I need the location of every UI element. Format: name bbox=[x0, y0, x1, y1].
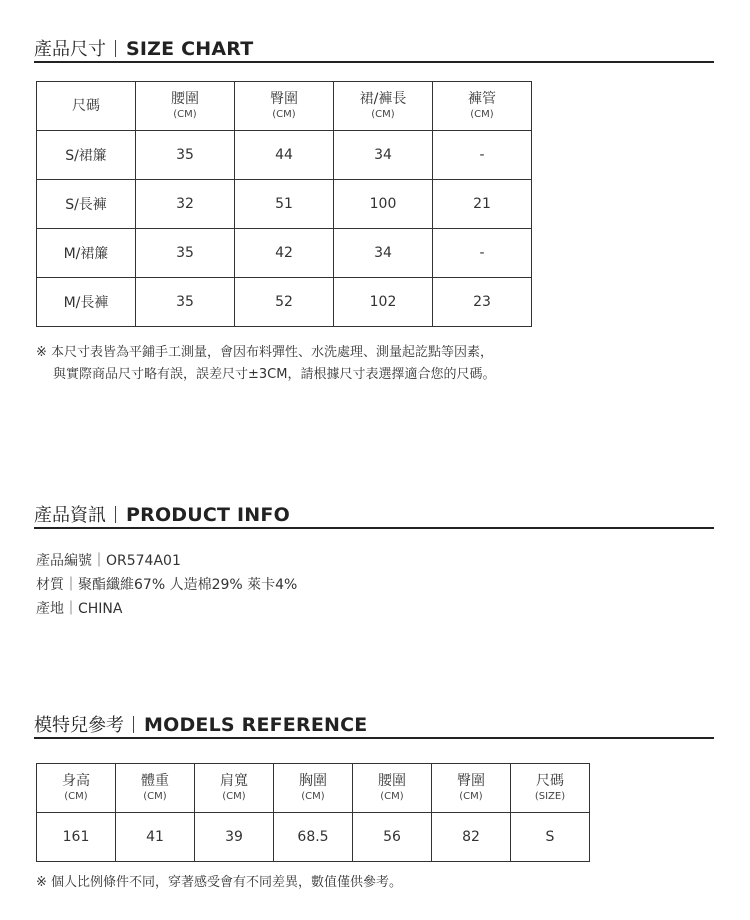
table-cell: 102 bbox=[334, 278, 433, 327]
models-reference-title-zh: 模特兒參考 bbox=[34, 715, 124, 736]
table-row bbox=[37, 813, 590, 862]
header-unit: (CM) bbox=[272, 109, 296, 120]
size-chart-header-cell bbox=[37, 82, 136, 131]
size-label-cell: M/長褲 bbox=[37, 278, 136, 327]
models-header-cell bbox=[274, 764, 353, 813]
models-header-cell bbox=[432, 764, 511, 813]
table-cell: 35 bbox=[136, 131, 235, 180]
header-name: 身高 bbox=[62, 773, 90, 789]
header-unit: (CM) bbox=[301, 791, 325, 802]
product-info-list bbox=[36, 549, 297, 621]
table-cell: 68.5 bbox=[274, 813, 353, 862]
size-chart-table bbox=[36, 81, 532, 327]
size-chart-note bbox=[36, 342, 495, 386]
table-cell: 56 bbox=[353, 813, 432, 862]
header-unit: (CM) bbox=[64, 791, 88, 802]
origin-line: 產地｜CHINA bbox=[36, 601, 123, 617]
models-header-row bbox=[37, 764, 590, 813]
header-name: 體重 bbox=[141, 773, 169, 789]
size-chart-heading bbox=[34, 21, 714, 63]
size-chart-header-cell bbox=[334, 82, 433, 131]
header-unit: (CM) bbox=[143, 791, 167, 802]
table-row bbox=[37, 278, 532, 327]
title-divider bbox=[133, 716, 134, 733]
models-reference-table bbox=[36, 763, 590, 862]
header-name: 臀圍 bbox=[457, 773, 485, 789]
models-header-cell bbox=[116, 764, 195, 813]
table-cell: 23 bbox=[433, 278, 532, 327]
size-label-cell: M/裙簾 bbox=[37, 229, 136, 278]
models-header-cell bbox=[511, 764, 590, 813]
table-cell: 34 bbox=[334, 131, 433, 180]
table-cell: 39 bbox=[195, 813, 274, 862]
table-cell: 41 bbox=[116, 813, 195, 862]
header-unit: (SIZE) bbox=[534, 791, 566, 802]
size-note-line-2: 與實際商品尺寸略有誤，誤差尺寸±3CM，請根據尺寸表選擇適合您的尺碼。 bbox=[53, 367, 496, 382]
table-cell: 42 bbox=[235, 229, 334, 278]
models-header-cell bbox=[37, 764, 116, 813]
header-name: 尺碼 bbox=[536, 773, 564, 789]
table-row bbox=[37, 180, 532, 229]
size-chart-title-zh: 產品尺寸 bbox=[34, 39, 106, 60]
table-cell: 35 bbox=[136, 229, 235, 278]
title-divider bbox=[115, 40, 116, 57]
table-cell: 51 bbox=[235, 180, 334, 229]
table-cell: 161 bbox=[37, 813, 116, 862]
table-cell: 32 bbox=[136, 180, 235, 229]
size-note-line-1: ※ 本尺寸表皆為平鋪手工測量，會因布料彈性、水洗處理、測量起訖點等因素， bbox=[36, 345, 494, 360]
product-code-line: 產品編號｜OR574A01 bbox=[36, 553, 181, 569]
table-cell: 35 bbox=[136, 278, 235, 327]
table-row bbox=[37, 131, 532, 180]
models-reference-heading bbox=[34, 697, 714, 739]
header-name: 臀圍 bbox=[270, 91, 298, 107]
header-unit: (CM) bbox=[380, 791, 404, 802]
header-unit: (CM) bbox=[173, 109, 197, 120]
header-name: 肩寬 bbox=[220, 773, 248, 789]
header-name: 腰圍 bbox=[378, 773, 406, 789]
header-name: 腰圍 bbox=[171, 91, 199, 107]
table-cell: 34 bbox=[334, 229, 433, 278]
models-header-cell bbox=[195, 764, 274, 813]
table-cell: - bbox=[433, 229, 532, 278]
table-cell: 44 bbox=[235, 131, 334, 180]
table-cell: S bbox=[511, 813, 590, 862]
header-name: 裙/褲長 bbox=[359, 91, 407, 107]
product-info-heading bbox=[34, 487, 714, 529]
size-chart-title-en: SIZE CHART bbox=[126, 38, 254, 60]
header-unit: (CM) bbox=[459, 791, 483, 802]
size-chart-header-row bbox=[37, 82, 532, 131]
size-chart-header-cell bbox=[235, 82, 334, 131]
title-divider bbox=[115, 506, 116, 523]
table-cell: 21 bbox=[433, 180, 532, 229]
header-unit: (CM) bbox=[222, 791, 246, 802]
product-info-title-en: PRODUCT INFO bbox=[126, 504, 290, 526]
size-chart-header-cell bbox=[433, 82, 532, 131]
header-unit: (CM) bbox=[470, 109, 494, 120]
table-row bbox=[37, 229, 532, 278]
table-cell: 100 bbox=[334, 180, 433, 229]
models-header-cell bbox=[353, 764, 432, 813]
table-cell: 52 bbox=[235, 278, 334, 327]
size-chart-header-cell bbox=[136, 82, 235, 131]
material-line: 材質｜聚酯纖維67% 人造棉29% 萊卡4% bbox=[36, 577, 298, 593]
table-cell: - bbox=[433, 131, 532, 180]
models-note: ※ 個人比例條件不同，穿著感受會有不同差異，數值僅供參考。 bbox=[36, 875, 403, 890]
header-name: 胸圍 bbox=[299, 773, 327, 789]
size-label-cell: S/裙簾 bbox=[37, 131, 136, 180]
header-name: 褲管 bbox=[468, 91, 496, 107]
models-reference-title-en: MODELS REFERENCE bbox=[144, 714, 368, 736]
table-cell: 82 bbox=[432, 813, 511, 862]
size-label-cell: S/長褲 bbox=[37, 180, 136, 229]
header-name: 尺碼 bbox=[72, 97, 100, 114]
header-unit: (CM) bbox=[371, 109, 395, 120]
product-info-title-zh: 產品資訊 bbox=[34, 505, 106, 526]
